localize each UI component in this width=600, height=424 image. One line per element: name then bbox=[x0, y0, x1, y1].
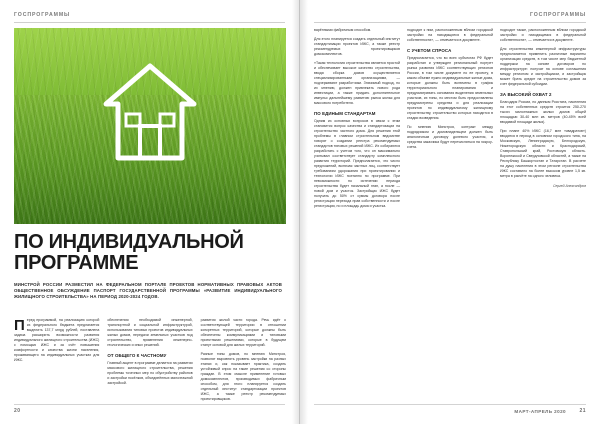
paragraph: «Такая технология строительства является простой и обеспечивает высокое качество строительства, вводя сборка домов осуществляется специализированными организациями, — подчеркивают разработчики. Значимый подход, по их мнению, должен привлекать нового рода инвестиции, а также придать дополнительное импульс дальнейшему развитию рынка жилья для массового потребителя. bbox=[314, 61, 400, 105]
headline-line-2: ПРОГРАММЕ bbox=[14, 252, 139, 274]
paragraph: подходят к ним, расположенным вблизи городской застройки на находящиеся в федеральной собственности», — отмечается в документе. bbox=[407, 28, 493, 42]
paragraph: Для этого планируется создать отдельный институт стандартизации проектов ИЖС, а также реестр рекомендуемых проектировщиков домокомплектов. bbox=[314, 37, 400, 56]
article-signature: Сергей Александров bbox=[552, 184, 586, 189]
subheading: С УЧЕТОМ СПРОСА bbox=[407, 48, 452, 53]
paragraph: подходит также, расположенным вблизи городской застройки и находящимся в федеральной собственности», — отмечается в документе. bbox=[500, 28, 586, 42]
column-right-1 bbox=[314, 28, 400, 213]
issue-date: МАРТ-АПРЕЛЬ 2020 bbox=[514, 409, 566, 414]
column-left-2 bbox=[107, 318, 192, 406]
paragraph: Одним из основных вопросов в связи с этим становится вопрос качества и стандартизации на строительство частного дома. Для решения этой проблемы в главном строительном ведомстве говорят о создании реестра рекомендуемых стандартов типовых решений ИЖС. Их собираются разработать с учетом того, что он максимально учитывал соответствует стандарту комплексного развития территорий. Предполагается, что число предложений, включая частных лиц, соответствует требованиям удорожания при проектировании и технологии ИЖС поэтапно по программе. При невозможности по истечении периода строительства будет начальный этап, а после — новой дом и участок. Застройщик ИЖС будет получать до 50% от суммы договора после регистрации перехода прав собственности и после регистрации, но и площадь дома и участка. bbox=[314, 119, 400, 209]
subheading: ЗА ВЫСОКИЙ ОХВАТ 2 bbox=[500, 92, 552, 97]
subheading: ПО ЕДИНЫМ СТАНДАРТАМ bbox=[314, 111, 376, 116]
paragraph: Перед программой, на реализацию которой из федерального бюджета предлагается выделить 137,7 млрд рублей, поставлена задача расширить возможности развития индивидуального жилищного строительства (ИЖС) с помощью ИЖС и за счёт повышения комфортности и качества жизни населения, проживающего на индивидуальных участках для ИЖС. bbox=[14, 317, 100, 362]
footer-rule-right bbox=[314, 404, 586, 405]
folio-left: 20 bbox=[14, 408, 21, 414]
column-right-3 bbox=[500, 28, 586, 213]
column-right-2 bbox=[407, 28, 493, 213]
article-photo bbox=[14, 28, 286, 224]
paragraph: Благодаря России, по данным Росстата, населения на этот собственных средств строится 250-270 тысяч малоэтажных жилых домов общей площадью 30-40 млн кв. метров (40-45% всей вводимой площади жилья). bbox=[500, 100, 586, 125]
running-head-right: ГОСПРОГРАММЫ bbox=[529, 12, 586, 18]
paragraph: Главный акцент в программе делается на развитии массового жилищного строительства, решения проблемы точечных мер по обустройству районов и застройки посёлков, объединённых малоэтажной застройкой. bbox=[107, 361, 193, 386]
header-rule-right bbox=[314, 22, 586, 23]
paragraph: обеспечения необходимой инженерной, транспортной и социальной инфраструктурой, использования типовых проектов индивидуальных жилых домов, передачи земельных участков под строительство, применения инженерно-геологических и иных решений. bbox=[107, 318, 193, 347]
page-right bbox=[300, 0, 600, 424]
paragraph: варёнными фабричным способом. bbox=[314, 28, 372, 32]
left-page-columns bbox=[14, 318, 286, 406]
column-left-1 bbox=[14, 318, 99, 406]
paragraph: При плане 40% ИЖС (16,7 млн «квадратов») вводятся в период в основном городского типа, на Московскую, Ленинградскую, Белгородскую, Нижегородскую области и Краснодарский, Ставропольский край, Ростовскую область. Воронежской и Свердловской областей, а также на Республику Башкортостан и Татарстан. В расчете на душу населения в этом регионе строительства ИЖС составило на более высоком уровне 1,5 кв. метра в расчёте на одного человека. bbox=[500, 129, 586, 179]
footer-rule-left bbox=[14, 404, 285, 405]
paragraph: Разные типы домов, по мнению Минстроя, позволят выровнять уровень застройки на разных этапах и, как показывает практика, создать устойчивый спрос на такие решения со стороны граждан. В этом смысле применение готовых домокомплектов, производимых фабричным способом, для этого планируется создать отдельный институт стандартизации проектов ИЖС, а также реестр рекомендуемых проектировщиков. bbox=[200, 352, 286, 401]
folio-right: 21 bbox=[579, 408, 586, 414]
page-title bbox=[14, 232, 264, 274]
column-left-3 bbox=[201, 318, 286, 406]
header-rule-left bbox=[14, 22, 285, 23]
house-icon bbox=[102, 62, 198, 166]
subheading: ОТ ОБЩЕГО К ЧАСТНОМУ bbox=[107, 353, 167, 358]
running-head-left: ГОСПРОГРАММЫ bbox=[14, 12, 71, 18]
right-page-columns bbox=[314, 28, 586, 213]
headline-line-1: ПО ИНДИВИДУАЛЬНОЙ bbox=[14, 231, 244, 253]
paragraph: Для строительства инженерной инфраструктуры предполагается применить различные варианты организации средств, в том числе мер бюджетной поддержки на основе договоров по инфраструктуре: получат на основе соглашения между регионом и застройщиком, и застройщик может брать кредит на строительство домов за счет федеральной субсидии. bbox=[500, 47, 586, 86]
standfirst: МИНСТРОЙ РОССИИ РАЗМЕСТИЛ НА ФЕДЕРАЛЬНОМ ПОРТАЛЕ ПРОЕКТОВ НОРМАТИВНЫХ ПРАВОВЫХ АКТОВ ОБЩЕСТВЕННОЕ ОБСУЖДЕНИЕ ПАСПОРТ ГОСУДАРСТВЕННОЙ ПРОГРАММЫ «РАЗВИТИЕ ИНДИВИДУАЛЬНОГО ЖИЛИЩНОГО СТРОИТЕЛЬСТВА» НА ПЕРИОД 2020-2024 ГОДОВ. bbox=[14, 282, 282, 300]
paragraph: По мнению Минстроя, контракт между подрядчиком и домовладельцем должен быть аналогичным договору долевого участия, а средства заказчика будут перечисляться на эскроу-счета. bbox=[407, 125, 493, 150]
paragraph: развития жилой части города. Речь идёт о соответствующей территории в отношении конкретных территорий, которые должны быть обеспечены коммуникациями и типовыми проектными решениями, которые в будущем станут основой для жилых территорий. bbox=[200, 318, 286, 347]
paragraph: Предполагается, что во всех субъектах РФ будет разработан и утвержден региональный портрет рынка развития ИЖС соответствующих регионов России, в том числе документ по ее проекту, в каком объеме нужно индивидуальные жилые дома, которые должны быть включены в график территориального планирования и предусматривать основания выделения земельных участков, их типы, но местом быть предоставлены предусмотрены средства и для реализации проектов по индивидуальному жилищному строительству, строительство которых находится в стадии возведения. bbox=[407, 56, 493, 121]
